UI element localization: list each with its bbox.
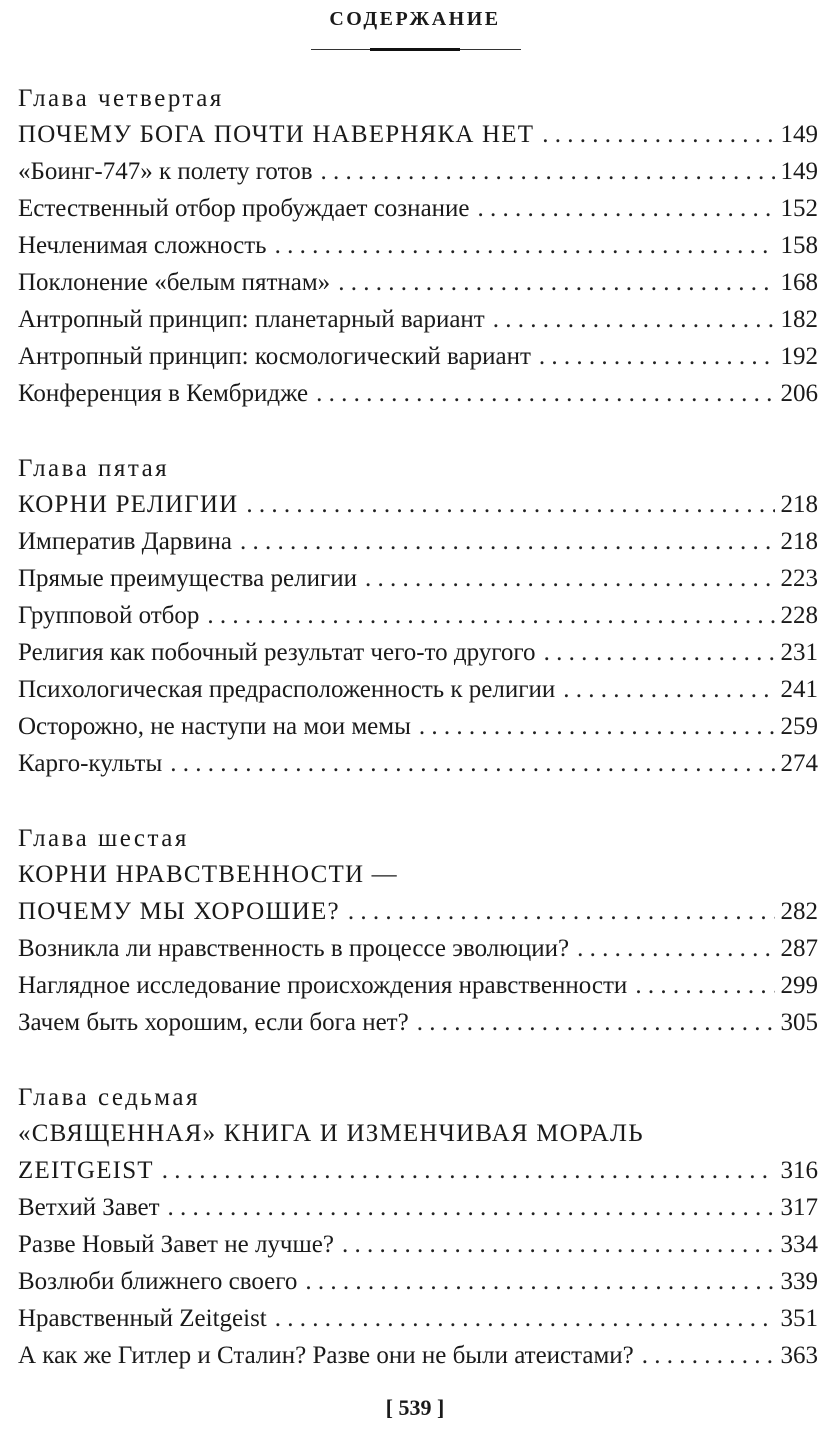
toc-entry-title: КОРНИ РЕЛИГИИ [18, 491, 239, 518]
dot-leader [207, 597, 774, 634]
toc-entry-page: 274 [780, 750, 818, 777]
toc-entry-page: 152 [780, 195, 818, 222]
toc-entry-page: 282 [780, 898, 818, 925]
chapter-4 [18, 82, 818, 412]
dot-leader [348, 893, 775, 930]
toc-entry-page: 305 [780, 1009, 818, 1036]
toc-entry [18, 190, 818, 227]
toc-entry [18, 597, 818, 634]
page-number: [ 539 ] [385, 1395, 445, 1420]
toc-entry [18, 1004, 818, 1041]
toc-entry-title: Возникла ли нравственность в процессе эволюции? [18, 935, 570, 962]
dot-leader [478, 190, 775, 227]
dot-leader [275, 1300, 775, 1337]
toc-entry-title: Нечленимая сложность [18, 232, 267, 259]
toc-entry-title: Ветхий Завет [18, 1194, 160, 1221]
chapter-6 [18, 822, 818, 1041]
toc-entry-title: Императив Дарвина [18, 528, 232, 555]
toc-entry-page: 299 [780, 972, 818, 999]
toc-entry-page: 259 [780, 713, 818, 740]
toc-entry-page: 168 [780, 269, 818, 296]
dot-leader [240, 523, 775, 560]
toc-entry-page: 149 [780, 121, 818, 148]
toc-entry [18, 227, 818, 264]
dot-leader [539, 338, 775, 375]
toc-entry [18, 1226, 818, 1263]
dot-leader [493, 301, 775, 338]
toc-entry-page: 351 [780, 1305, 818, 1332]
toc-entry-page: 192 [780, 343, 818, 370]
toc-entry [18, 634, 818, 671]
toc-entry-title: Прямые преимущества религии [18, 565, 357, 592]
chapter-label: Глава седьмая [18, 1084, 200, 1111]
toc-entry-title: Разве Новый Завет не лучше? [18, 1231, 334, 1258]
toc-entry-page: 316 [780, 1157, 818, 1184]
toc-entry-title: Нравственный Zeitgeist [18, 1305, 267, 1332]
dot-leader [642, 1337, 775, 1374]
chapter-title-line: КОРНИ НРАВСТВЕННОСТИ — [18, 861, 398, 888]
dot-leader [342, 1226, 775, 1263]
dot-leader [162, 1152, 775, 1189]
toc-entry-title: А как же Гитлер и Сталин? Разве они не были атеистами? [18, 1342, 634, 1369]
dot-leader [170, 745, 774, 782]
toc-entry-title: Конференция в Кембридже [18, 380, 309, 407]
chapter-label: Глава четвертая [18, 85, 224, 112]
toc-entry [18, 1189, 818, 1226]
toc-entry-title: Наглядное исследование происхождения нравственности [18, 972, 628, 999]
toc-entry-title: Религия как побочный результат чего-то другого [18, 639, 536, 666]
toc-entry-title: Осторожно, не наступи на мои мемы [18, 713, 411, 740]
chapter-label: Глава пятая [18, 455, 170, 482]
toc-entry [18, 671, 818, 708]
header-rule-accent [370, 48, 460, 51]
toc-entry-page: 241 [780, 676, 818, 703]
toc-entry-page: 182 [780, 306, 818, 333]
chapter-label: Глава шестая [18, 825, 189, 852]
toc-entry [18, 1337, 818, 1374]
chapter-title-line: «СВЯЩЕННАЯ» КНИГА И ИЗМЕНЧИВАЯ МОРАЛЬ [18, 1120, 644, 1147]
dot-leader [321, 153, 775, 190]
toc-entry [18, 745, 818, 782]
toc-entry-title: Естественный отбор пробуждает сознание [18, 195, 470, 222]
toc-entry-chapter-title [18, 486, 818, 523]
toc-entry [18, 967, 818, 1004]
toc-entry-page: 149 [780, 158, 818, 185]
toc-entry-title: Антропный принцип: планетарный вариант [18, 306, 485, 333]
toc-entry [18, 708, 818, 745]
toc-entry-page: 339 [780, 1268, 818, 1295]
toc-entry-page: 228 [780, 602, 818, 629]
toc-entry-page: 334 [780, 1231, 818, 1258]
dot-leader [419, 708, 775, 745]
toc-entry-title: Возлюби ближнего своего [18, 1268, 298, 1295]
toc-entry-page: 218 [780, 528, 818, 555]
toc-entry-page: 218 [780, 491, 818, 518]
toc-entry-chapter-title [18, 116, 818, 153]
dot-leader [316, 375, 774, 412]
toc-entry-title: ZEITGEIST [18, 1157, 154, 1184]
toc-entry [18, 153, 818, 190]
toc-entry-title: Групповой отбор [18, 602, 200, 629]
chapter-5 [18, 452, 818, 782]
dot-leader [365, 560, 775, 597]
dot-leader [563, 671, 774, 708]
dot-leader [246, 486, 774, 523]
toc-entry-page: 287 [780, 935, 818, 962]
toc-entry [18, 1300, 818, 1337]
toc-entry-page: 317 [780, 1194, 818, 1221]
dot-leader [275, 227, 775, 264]
chapter-7 [18, 1081, 818, 1374]
toc-entry-page: 363 [780, 1342, 818, 1369]
toc-entry-title: «Боинг-747» к полету готов [18, 158, 313, 185]
toc-entry-title: Антропный принцип: космологический вариант [18, 343, 531, 370]
dot-leader [305, 1263, 774, 1300]
toc-entry-title: ПОЧЕМУ МЫ ХОРОШИЕ? [18, 898, 340, 925]
toc-entry [18, 264, 818, 301]
toc-entry [18, 1263, 818, 1300]
toc-entry [18, 301, 818, 338]
toc-entry-title: ПОЧЕМУ БОГА ПОЧТИ НАВЕРНЯКА НЕТ [18, 121, 535, 148]
toc-entry-title: Зачем быть хорошим, если бога нет? [18, 1009, 409, 1036]
dot-leader [417, 1004, 775, 1041]
toc-entry-chapter-title [18, 1152, 818, 1189]
toc-entry-page: 231 [780, 639, 818, 666]
dot-leader [635, 967, 774, 1004]
dot-leader [577, 930, 774, 967]
toc-entry [18, 560, 818, 597]
dot-leader [542, 116, 774, 153]
toc-entry-page: 158 [780, 232, 818, 259]
dot-leader [544, 634, 775, 671]
toc-entry [18, 930, 818, 967]
page-header: СОДЕРЖАНИЕ [329, 8, 501, 30]
toc-entry-page: 223 [780, 565, 818, 592]
toc-entry-page: 206 [780, 380, 818, 407]
dot-leader [168, 1189, 775, 1226]
toc-entry [18, 375, 818, 412]
toc-entry-title: Психологическая предрасположенность к религии [18, 676, 556, 703]
table-of-contents [18, 82, 818, 1414]
dot-leader [338, 264, 774, 301]
toc-entry [18, 523, 818, 560]
toc-entry-chapter-title [18, 893, 818, 930]
toc-entry-title: Поклонение «белым пятнам» [18, 269, 331, 296]
toc-entry [18, 338, 818, 375]
toc-entry-title: Карго-культы [18, 750, 163, 777]
